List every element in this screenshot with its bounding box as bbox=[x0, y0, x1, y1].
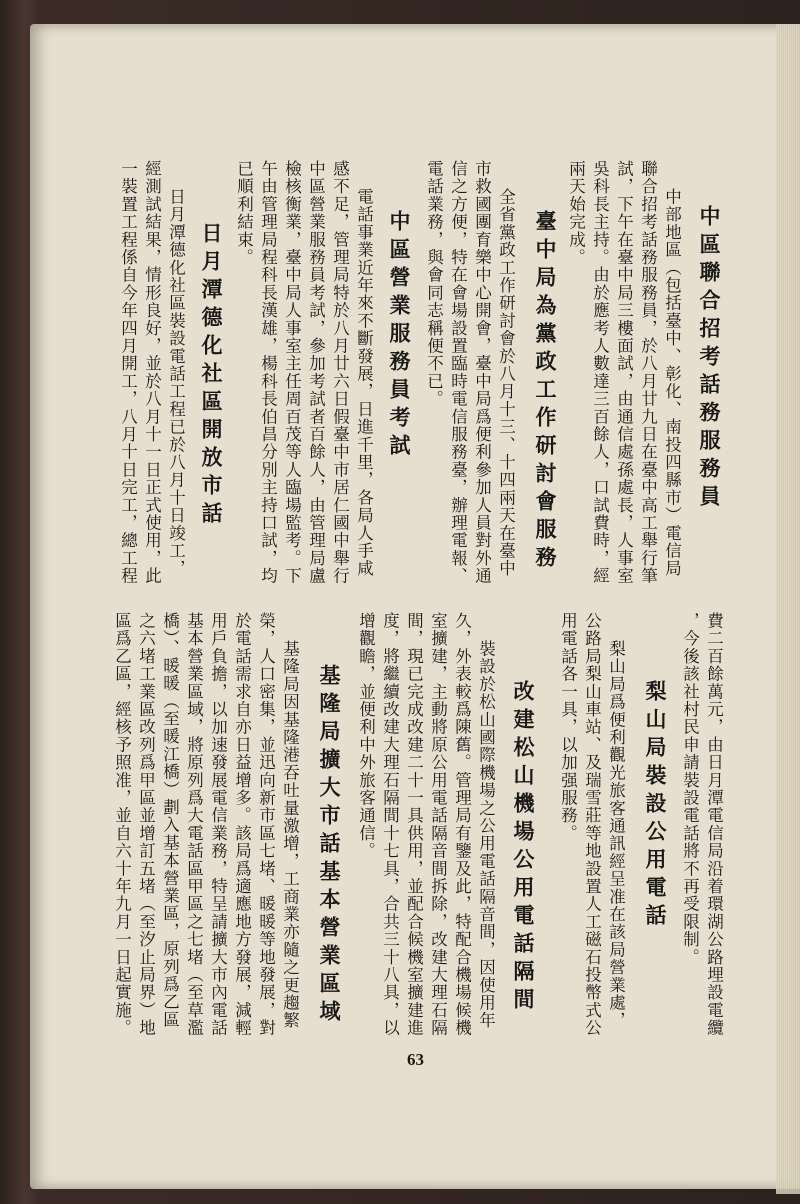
article-heading-taichung-party-seminar: 臺中局為黨政工作研討會服務 bbox=[533, 210, 558, 574]
page-stack-edge bbox=[776, 24, 800, 1194]
article-heading-songshan-airport-booth: 改建松山機場公用電話隔間 bbox=[511, 680, 536, 1016]
article-heading-sun-moon-lake-phone: 日月潭德化社區開放市話 bbox=[199, 222, 224, 530]
page-number: 63 bbox=[407, 1050, 424, 1069]
article-heading-service-staff-exam: 中區營業服務員考試 bbox=[387, 210, 412, 462]
article-heading-central-recruitment: 中區聯合招考話務服務員 bbox=[697, 205, 722, 513]
article-heading-lishan-public-phone: 梨山局裝設公用電話 bbox=[643, 680, 668, 932]
article-heading-keelung-business-area: 基隆局擴大市話基本營業區域 bbox=[317, 664, 342, 1028]
